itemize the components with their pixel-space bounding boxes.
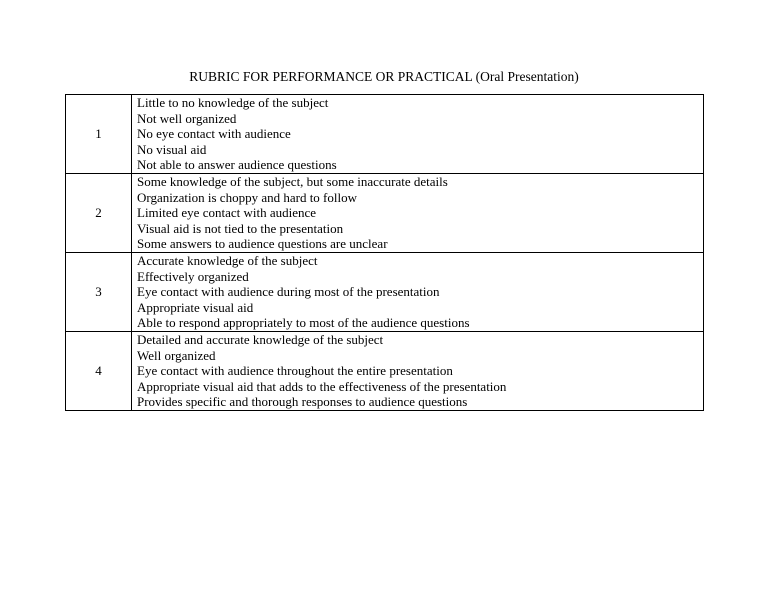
criteria-line: Limited eye contact with audience [137, 205, 317, 221]
criteria-line: Eye contact with audience during most of the presentation [137, 284, 440, 300]
criteria-cell [132, 252, 704, 331]
criteria-line: No eye contact with audience [137, 126, 291, 142]
criteria-cell [132, 173, 704, 252]
criteria-line: Accurate knowledge of the subject [137, 252, 318, 268]
criteria-line: Not able to answer audience questions [137, 157, 337, 173]
table-row [66, 95, 704, 174]
criteria-line: Not well organized [137, 110, 237, 126]
criteria-line: Organization is choppy and hard to follow [137, 189, 357, 205]
criteria-line: Eye contact with audience throughout the entire presentation [137, 363, 453, 379]
score-cell: 4 [66, 331, 132, 410]
criteria-cell [132, 331, 704, 410]
criteria-line: Effectively organized [137, 268, 249, 284]
criteria-line: No visual aid [137, 141, 207, 157]
score-cell: 3 [66, 252, 132, 331]
criteria-line: Some answers to audience questions are unclear [137, 236, 388, 252]
criteria-line: Well organized [137, 347, 216, 363]
score-cell: 1 [66, 95, 132, 174]
criteria-cell [132, 95, 704, 174]
document-title: RUBRIC FOR PERFORMANCE OR PRACTICAL (Oral Presentation) [189, 69, 579, 84]
criteria-line: Detailed and accurate knowledge of the subject [137, 331, 384, 347]
score-cell: 2 [66, 173, 132, 252]
criteria-line: Able to respond appropriately to most of the audience questions [137, 315, 470, 331]
criteria-line: Visual aid is not tied to the presentation [137, 220, 344, 236]
table-row [66, 252, 704, 331]
rubric-table [65, 94, 704, 411]
table-row [66, 331, 704, 410]
criteria-line: Appropriate visual aid that adds to the effectiveness of the presentation [137, 378, 507, 394]
criteria-line: Little to no knowledge of the subject [137, 95, 329, 110]
table-row [66, 173, 704, 252]
criteria-line: Appropriate visual aid [137, 299, 254, 315]
criteria-line: Some knowledge of the subject, but some inaccurate details [137, 173, 448, 189]
criteria-line: Provides specific and thorough responses to audience questions [137, 394, 468, 410]
